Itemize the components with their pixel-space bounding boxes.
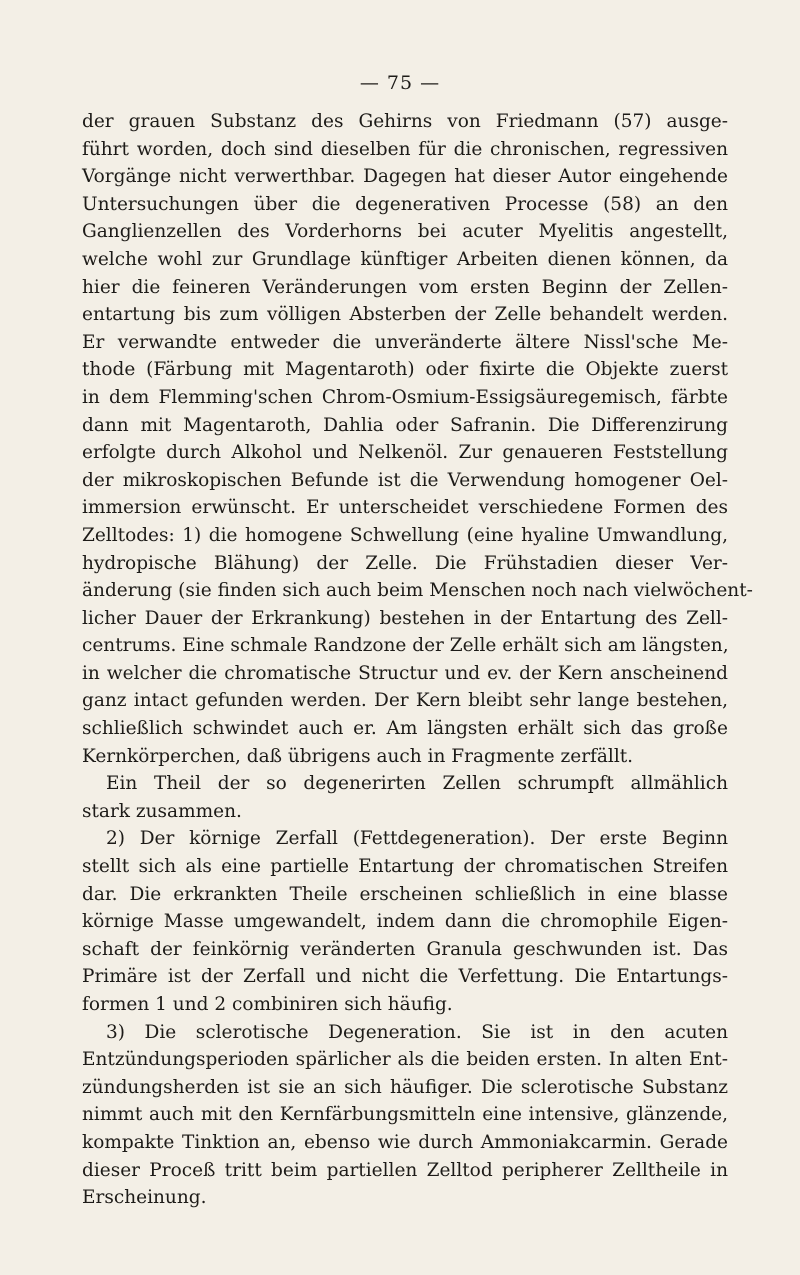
text-line: Ganglienzellen des Vorderhorns bei acuter Myelitis angestellt, [82, 221, 728, 243]
text-line: Erscheinung. [82, 1187, 207, 1209]
text-line: Er verwandte entweder die unveränderte ältere Nissl'sche Me- [82, 331, 728, 353]
text-line: Untersuchungen über die degenerativen Processe (58) an den [82, 193, 728, 215]
text-line: Ein Theil der so degenerirten Zellen schrumpft allmählich [106, 773, 728, 795]
text-line: Vorgänge nicht verwerthbar. Dagegen hat dieser Autor eingehende [82, 166, 728, 188]
text-line: licher Dauer der Erkrankung) bestehen in der Entartung des Zell- [82, 607, 728, 629]
text-line: Primäre ist der Zerfall und nicht die Verfettung. Die Entartungs- [82, 966, 728, 988]
text-line: stellt sich als eine partielle Entartung der chromatischen Streifen [82, 856, 728, 878]
text-line: hydropische Blähung) der Zelle. Die Frühstadien dieser Ver- [82, 552, 728, 574]
text-line: 2) Der körnige Zerfall (Fettdegeneration). Der erste Beginn [106, 828, 728, 850]
text-line: welche wohl zur Grundlage künftiger Arbeiten dienen können, da [82, 248, 728, 270]
page-number: — 75 — [359, 72, 441, 94]
text-line: zündungsherden ist sie an sich häufiger. Die sclerotische Substanz [82, 1076, 728, 1098]
text-line: in dem Flemming'schen Chrom-Osmium-Essigsäuregemisch, färbte [82, 386, 728, 408]
text-line: hier die feineren Veränderungen vom ersten Beginn der Zellen- [82, 276, 728, 298]
text-line: 3) Die sclerotische Degeneration. Sie ist in den acuten [106, 1021, 728, 1043]
text-line: Kernkörperchen, daß übrigens auch in Fragmente zerfällt. [82, 745, 634, 767]
text-line: führt worden, doch sind dieselben für die chronischen, regressiven [82, 138, 728, 160]
text-line: Zelltodes: 1) die homogene Schwellung (eine hyaline Umwandlung, [82, 524, 728, 546]
text-line: schließlich schwindet auch er. Am längsten erhält sich das große [82, 718, 728, 740]
text-line: entartung bis zum völligen Absterben der Zelle behandelt werden. [82, 304, 728, 326]
text-line: dar. Die erkrankten Theile erscheinen schließlich in eine blasse [82, 883, 728, 905]
body-text [82, 108, 753, 1212]
text-line: thode (Färbung mit Magentaroth) oder fixirte die Objekte zuerst [82, 359, 728, 381]
text-line: dieser Proceß tritt beim partiellen Zelltod peripherer Zelltheile in [82, 1159, 728, 1181]
text-line: schaft der feinkörnig veränderten Granula geschwunden ist. Das [82, 938, 728, 960]
text-line: nimmt auch mit den Kernfärbungsmitteln eine intensive, glänzende, [82, 1104, 728, 1126]
text-line: formen 1 und 2 combiniren sich häufig. [82, 994, 453, 1015]
text-line: körnige Masse umgewandelt, indem dann die chromophile Eigen- [82, 911, 728, 933]
text-line: erfolgte durch Alkohol und Nelkenöl. Zur genaueren Feststellung [82, 442, 728, 464]
text-line: änderung (sie finden sich auch beim Menschen noch nach vielwöchent- [82, 580, 753, 602]
text-line: in welcher die chromatische Structur und ev. der Kern anscheinend [82, 662, 728, 684]
text-line: stark zusammen. [82, 800, 242, 822]
text-line: dann mit Magentaroth, Dahlia oder Safranin. Die Differenzirung [82, 414, 728, 436]
text-line: kompakte Tinktion an, ebenso wie durch Ammoniakcarmin. Gerade [82, 1131, 728, 1153]
text-line: der grauen Substanz des Gehirns von Friedmann (57) ausge- [82, 111, 728, 132]
text-line: immersion erwünscht. Er unterscheidet verschiedene Formen des [82, 497, 728, 519]
text-line: centrums. Eine schmale Randzone der Zelle erhält sich am längsten, [82, 635, 729, 657]
text-line: Entzündungsperioden spärlicher als die beiden ersten. In alten Ent- [82, 1049, 728, 1071]
text-line: der mikroskopischen Befunde ist die Verwendung homogener Oel- [82, 469, 728, 491]
text-line: ganz intact gefunden werden. Der Kern bleibt sehr lange bestehen, [82, 690, 728, 712]
